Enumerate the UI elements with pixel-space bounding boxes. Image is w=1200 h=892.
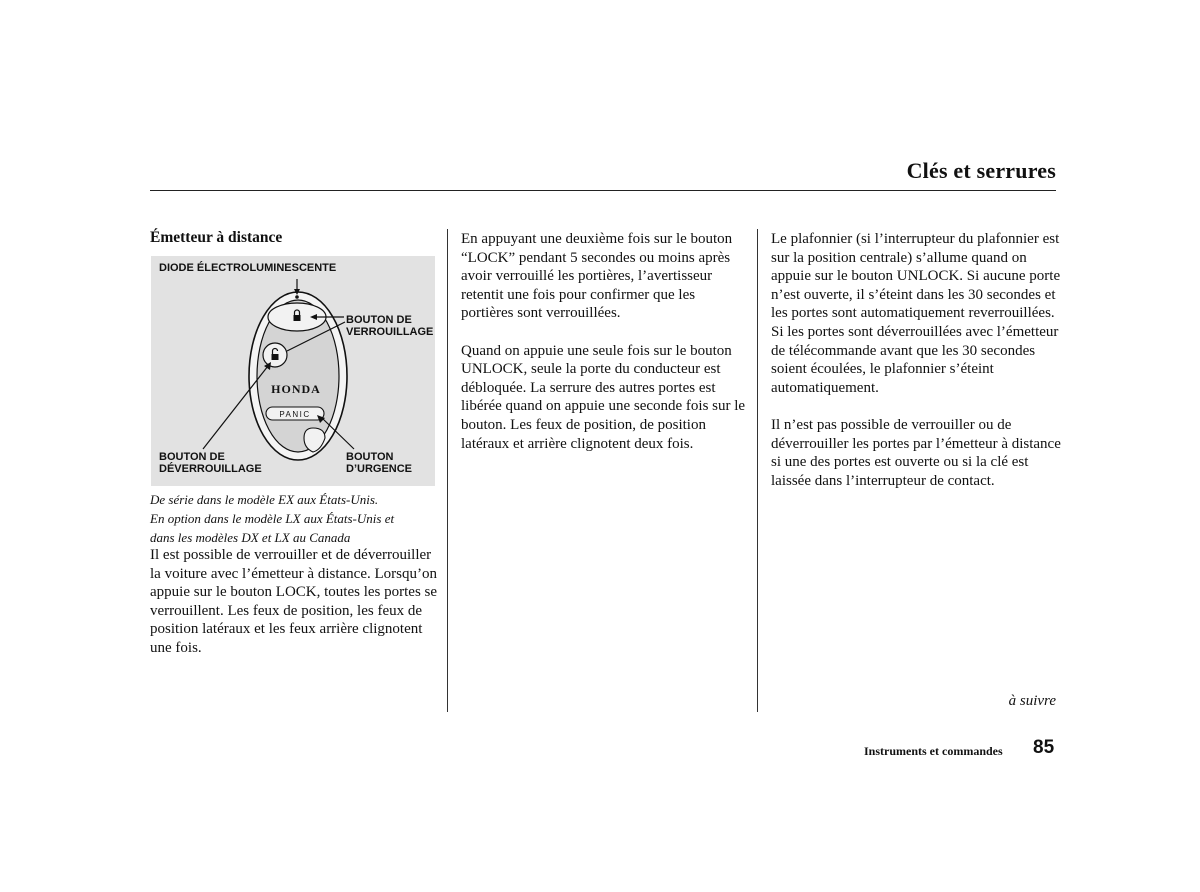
- panic-button-label: BOUTON D’URGENCE: [346, 451, 413, 475]
- right-paragraph: Il n’est pas possible de verrouiller ou de déverrouiller les portes par l’émetteur à distance si une des portes est ouverte ou si la clé est laissée dans l’interrupteur de contact.: [771, 416, 1061, 489]
- middle-column: [461, 230, 747, 472]
- led-label: DIODE ÉLECTROLUMINESCENTE: [159, 262, 337, 274]
- remote-transmitter-figure: [151, 256, 435, 486]
- section-heading: Émetteur à distance: [150, 229, 283, 246]
- middle-paragraph: Quand on appuie une seule fois sur le bouton UNLOCK, seule la porte du conducteur est débloquée. La serrure des autres portes est libérée quand on appuie une seconde fois sur le bouton. Les feux de position, de position latéraux et arrière clignotent deux fois.: [461, 342, 746, 452]
- remote-key-drawing: [151, 256, 435, 486]
- honda-logo: HONDA: [271, 382, 321, 396]
- panic-text: PANIC: [279, 410, 311, 419]
- middle-paragraph: En appuyant une deuxième fois sur le bouton “LOCK” pendant 5 secondes ou moins après avoir verrouillé les portières, l’avertisseur retentit une fois pour confirmer que les portières sont verrouillées.: [461, 231, 733, 322]
- right-paragraph: Le plafonnier (si l’interrupteur du plafonnier est sur la position centrale) s’allume quand on appuie sur le bouton UNLOCK. Si aucune porte n’est ouverte, il s’éteint dans les 30 secondes et les portes sont automatiquement reverrouillées. Si les portes sont déverrouillées avec l’émetteur de télécommande avant que les 30 secondes soient écoulées, le plafonnier s’éteint automatiquement.: [771, 231, 1061, 396]
- column-divider: [447, 229, 448, 712]
- figure-caption: De série dans le modèle EX aux États-Unis. En option dans le modèle LX aux États-Unis et dans les modèles DX et LX au Canada: [150, 492, 395, 545]
- header-rule: [150, 190, 1056, 191]
- lock-button-label: BOUTON DE VERROUILLAGE: [346, 314, 434, 338]
- column-divider: [757, 229, 758, 712]
- page-number: 85: [1033, 737, 1055, 758]
- page-title: Clés et serrures: [906, 158, 1056, 183]
- right-column: [771, 230, 1061, 509]
- continued-note: à suivre: [1008, 693, 1056, 709]
- unlock-button-label: BOUTON DE DÉVERROUILLAGE: [159, 451, 262, 475]
- led-icon: [295, 295, 299, 299]
- footer-section-title: Instruments et commandes: [864, 744, 1003, 758]
- left-paragraph: Il est possible de verrouiller et de déverrouiller la voiture avec l’émetteur à distance. Lorsqu’on appuie sur le bouton LOCK, toutes les portes se verrouillent. Les feux de position, les feux de position latéraux et les feux arrière clignotent une fois.: [150, 547, 438, 656]
